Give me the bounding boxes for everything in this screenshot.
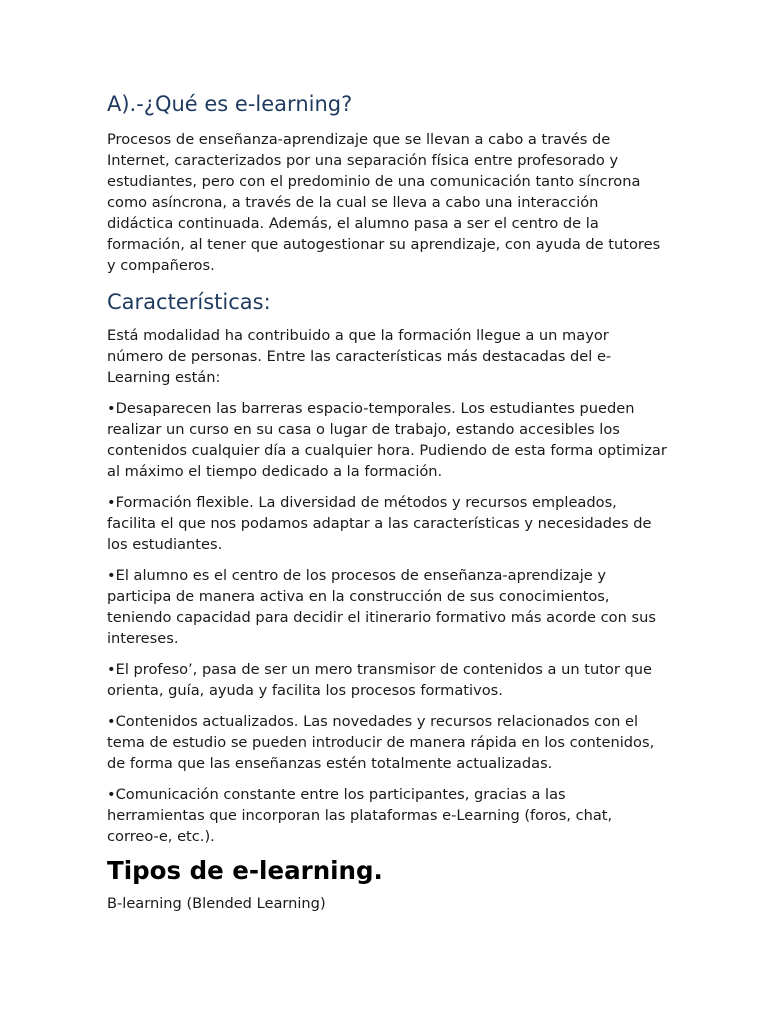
heading-caracteristicas: Características: — [107, 290, 271, 314]
bullet-item: •Formación flexible. La diversidad de métodos y recursos empleados, facilita el que nos podamos adaptar a las características y necesidades de los estudiantes. — [107, 494, 652, 553]
heading-que-es-elearning: A).-¿Qué es e-learning? — [107, 92, 353, 116]
subitem-blended-learning: B-learning (Blended Learning) — [107, 895, 326, 912]
document-page — [107, 90, 667, 914]
bullet-item: •Desaparecen las barreras espacio-temporales. Los estudiantes pueden realizar un curso en su casa o lugar de trabajo, estando accesibles los contenidos cualquier día a cualquier hora. Pudiendo de esta forma optimizar al máximo el tiempo dedicado a la formación. — [107, 400, 667, 480]
heading-tipos-elearning: Tipos de e-learning. — [107, 856, 383, 885]
bullet-item: •Comunicación constante entre los participantes, gracias a las herramientas que incorporan las plataformas e-Learning (foros, chat, correo-e, etc.). — [107, 786, 613, 845]
bullet-item: •El alumno es el centro de los procesos de enseñanza-aprendizaje y participa de manera activa en la construcción de sus conocimientos, teniendo capacidad para decidir el itinerario formativo más acorde con sus intereses. — [107, 567, 656, 647]
characteristics-intro: Está modalidad ha contribuido a que la formación llegue a un mayor número de personas. Entre las características más destacadas del e-Learning están: — [107, 327, 612, 386]
bullet-item: •El profeso’, pasa de ser un mero transmisor de contenidos a un tutor que orienta, guía, ayuda y facilita los procesos formativos. — [107, 661, 652, 699]
intro-paragraph: Procesos de enseñanza-aprendizaje que se llevan a cabo a través de Internet, caracterizados por una separación física entre profesorado y estudiantes, pero con el predominio de una comunicación tanto síncrona como asíncrona, a través de la cual se lleva a cabo una interacción didáctica continuada. Además, el alumno pasa a ser el centro de la formación, al tener que autogestionar su aprendizaje, con ayuda de tutores y compañeros. — [107, 131, 661, 274]
bullet-item: •Contenidos actualizados. Las novedades y recursos relacionados con el tema de estudio se pueden introducir de manera rápida en los contenidos, de forma que las enseñanzas estén totalmente actualizadas. — [107, 713, 655, 772]
